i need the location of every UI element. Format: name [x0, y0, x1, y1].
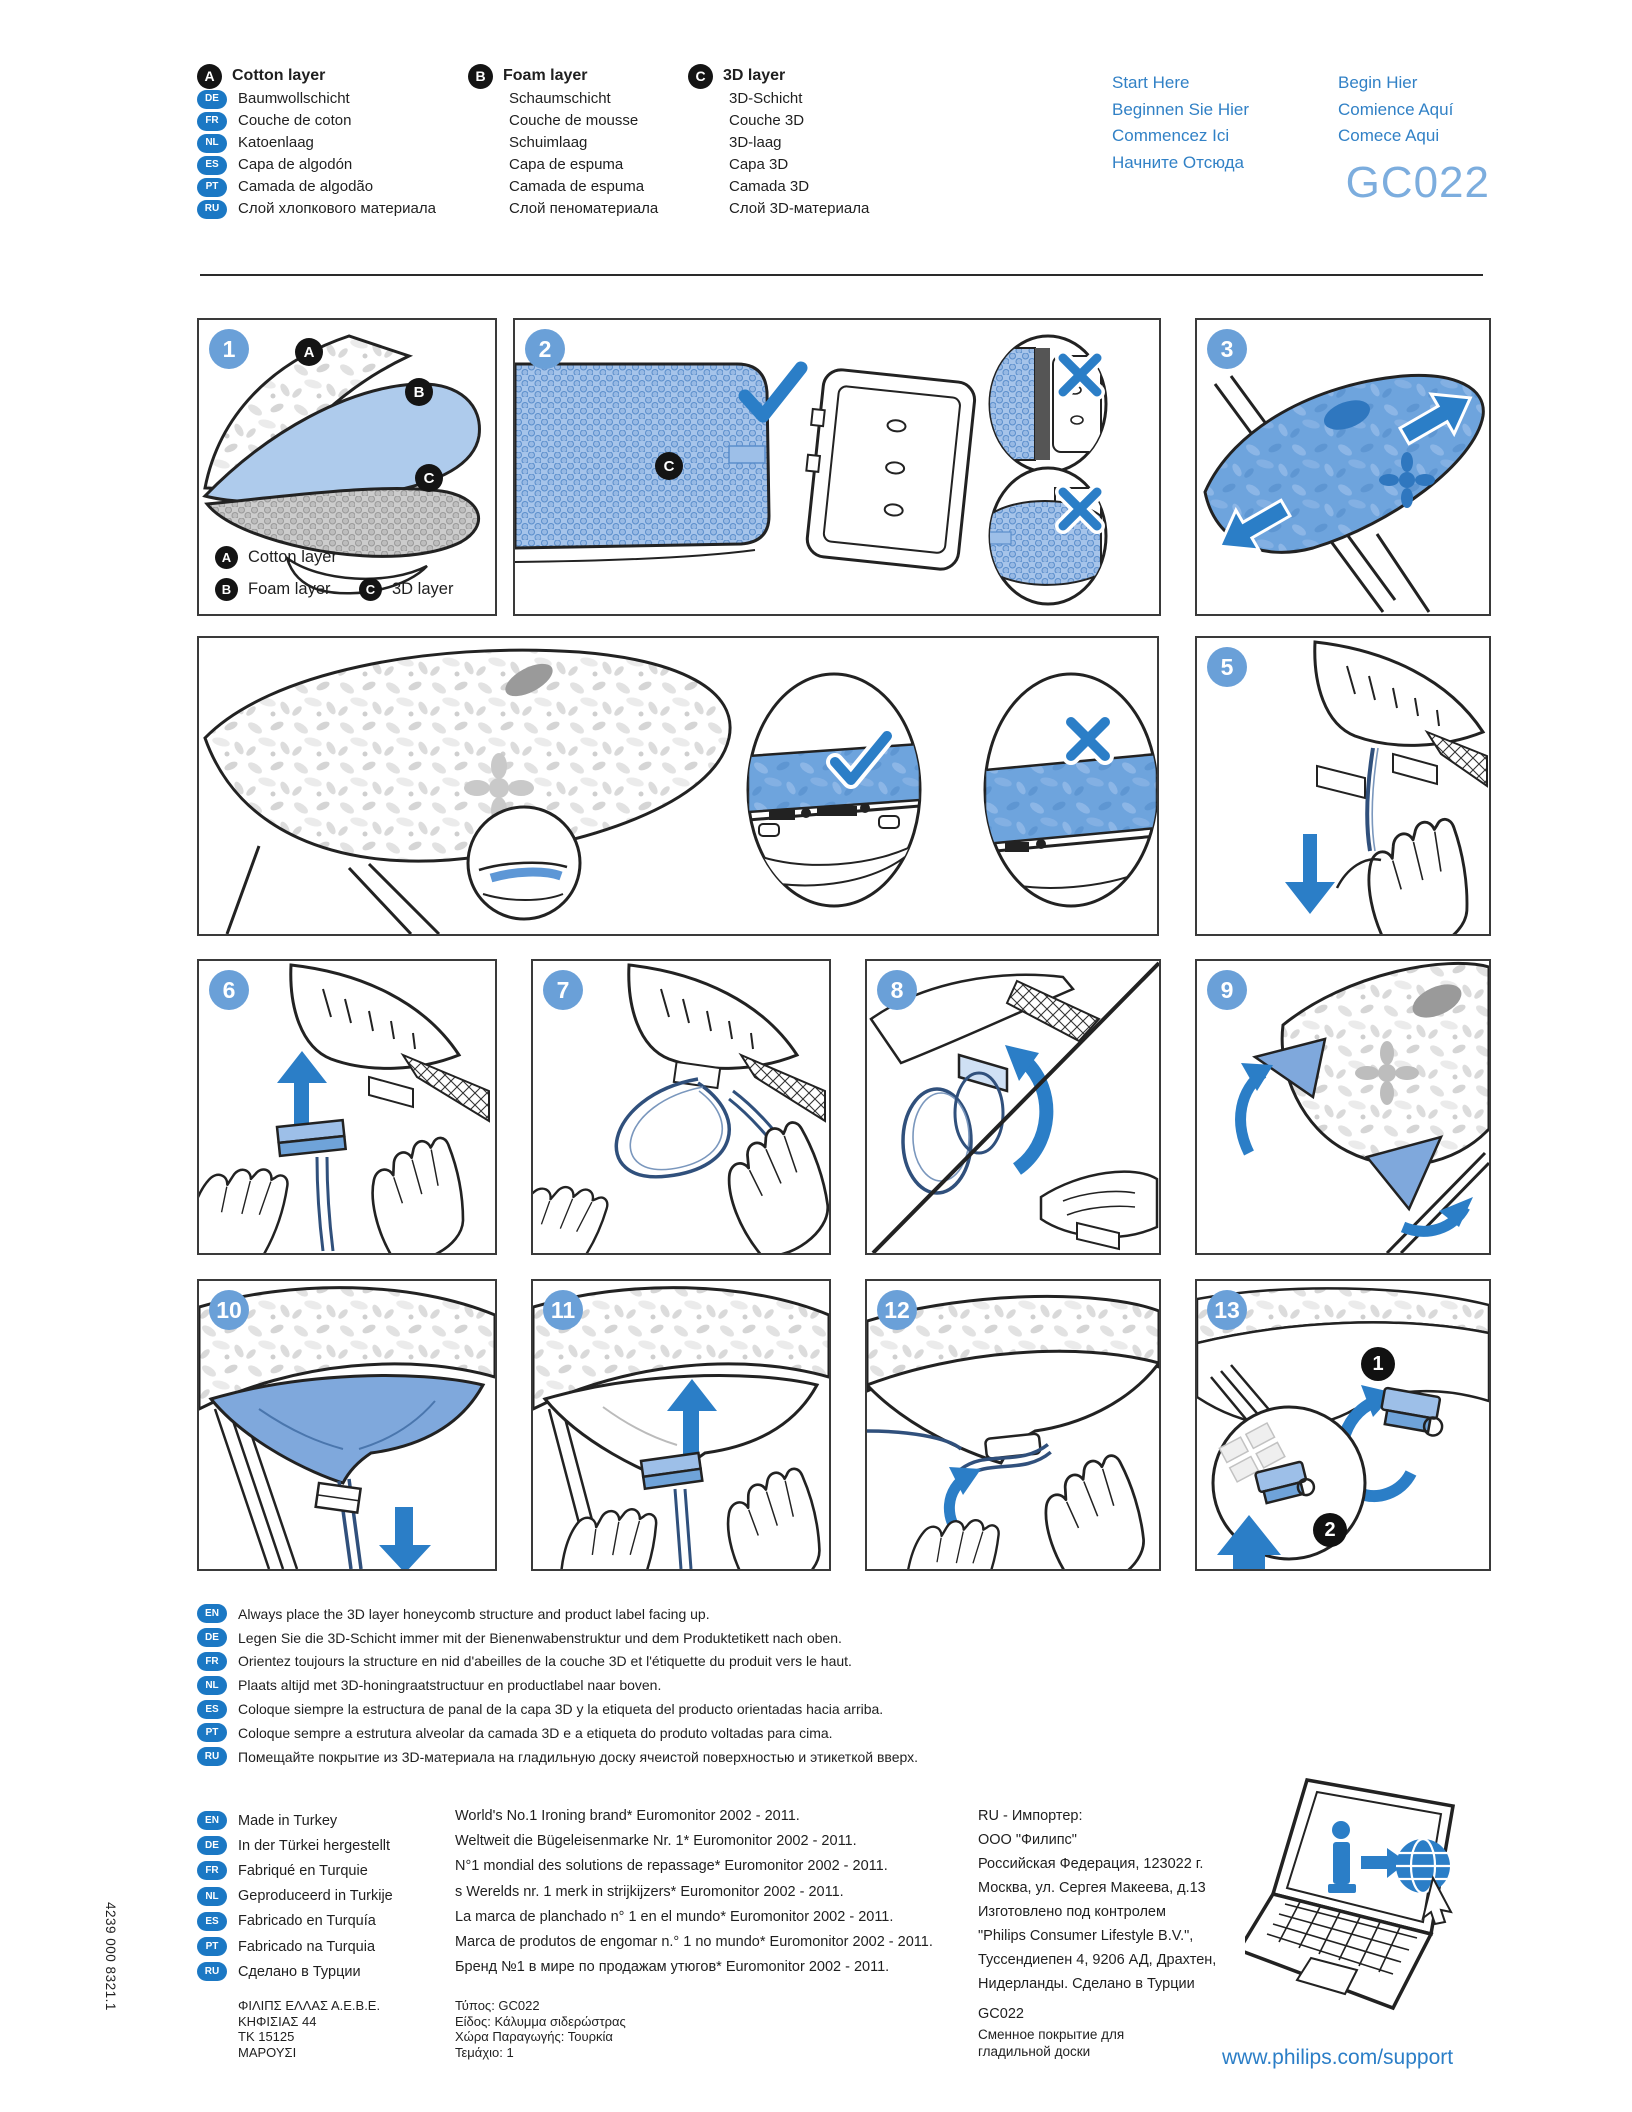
brand-claims-block: [455, 1808, 933, 1984]
substep-2-badge: 2: [1313, 1513, 1347, 1547]
legend-row: [197, 110, 436, 132]
step-number-badge: 12: [877, 1290, 917, 1330]
step-panel-3: [1195, 318, 1491, 616]
step-number-badge: 8: [877, 970, 917, 1010]
lang-de-icon: DE: [197, 90, 227, 109]
note-text: Помещайте покрытие из 3D-материала на гладильную доску ячеистой поверхностью и этикеткой вверх.: [238, 1748, 918, 1765]
illustration-step-8-tuck-cord: [867, 961, 1159, 1253]
note-text: Coloque siempre la estructura de panal de la capa 3D y la etiqueta del producto orientadas hacia arriba.: [238, 1701, 884, 1718]
step-panel-10: [197, 1279, 497, 1571]
legend-row: [688, 132, 869, 154]
made-in-text: Geproduceerd in Turkije: [238, 1888, 393, 1905]
layer-c-icon: C: [688, 64, 713, 89]
layer-a-icon: A: [215, 546, 238, 569]
importer-line: Москва, ул. Сергея Макеева, д.13: [978, 1880, 1206, 1896]
brand-claim-line: N°1 mondial des solutions de repassage* Euromonitor 2002 - 2011.: [455, 1858, 888, 1875]
made-in-text: In der Türkei hergestellt: [238, 1837, 391, 1854]
lang-es-icon: ES: [197, 1912, 227, 1931]
lang-ru-icon: RU: [197, 200, 227, 219]
note-row-fr: [197, 1650, 918, 1674]
start-here-column-2: [1338, 70, 1453, 150]
step-number-badge: 2: [525, 329, 565, 369]
step-number-badge: 1: [209, 329, 249, 369]
greek-address-line: ΚΗΦΙΣΙΑΣ 44: [238, 2013, 317, 2029]
brand-claim-line: Бренд №1 в мире по продажам утюгов* Euromonitor 2002 - 2011.: [455, 1959, 890, 1976]
product-description-line: Сменное покрытие для: [978, 2027, 1125, 2042]
made-in-row: [197, 1934, 393, 1959]
illustration-step-10-pull-down: [199, 1281, 495, 1569]
illustration-step-3-stretch: [1197, 320, 1489, 614]
legend-row: [468, 176, 658, 198]
start-here-line: Comece Aqui: [1338, 126, 1440, 145]
greek-address-line: ΦΙΛΙΠΣ ΕΛΛΑΣ Α.Ε.Β.Ε.: [238, 1998, 381, 2013]
note-row-ru: [197, 1745, 918, 1769]
model-number: GC022: [1345, 158, 1490, 207]
legend-title-row: [468, 64, 658, 88]
made-in-text: Fabriqué en Turquie: [238, 1862, 368, 1879]
step-panel-6: [197, 959, 497, 1255]
step-panel-13: [1195, 1279, 1491, 1571]
start-here-line: Beginnen Sie Hier: [1112, 99, 1250, 119]
legend-row: [197, 88, 436, 110]
legend-title-text: Cotton layer: [232, 67, 326, 84]
legend-row: [688, 154, 869, 176]
lang-en-icon: EN: [197, 1604, 227, 1623]
legend-column-cotton: [197, 64, 436, 220]
layer-c-icon: C: [655, 452, 683, 480]
illustration-step-11-lift-toggle: [533, 1281, 829, 1569]
made-in-row: [197, 1884, 393, 1909]
step-panel-7: [531, 959, 831, 1255]
legend-row: [468, 132, 658, 154]
step-panel-12: [865, 1279, 1161, 1571]
legend-text: Слой пеноматериала: [509, 200, 659, 217]
legend-row: [197, 132, 436, 154]
model-number: GC022: [978, 2006, 1024, 2022]
legend-text: Capa 3D: [729, 156, 789, 173]
legend-text: Couche 3D: [729, 112, 805, 129]
legend-text: Capa de espuma: [509, 156, 624, 173]
importer-line: Туссендиепен 4, 9206 АД, Драхтен,: [978, 1952, 1217, 1968]
lang-en-icon: EN: [197, 1811, 227, 1830]
greek-address-line: ΜΑΡΟΥΣΙ: [238, 2044, 297, 2060]
legend-text: Schaumschicht: [509, 90, 611, 107]
lang-fr-icon: FR: [197, 1652, 227, 1671]
layer-a-icon: A: [295, 338, 323, 366]
layer-b-icon: B: [468, 64, 493, 89]
step-number-badge: 6: [209, 970, 249, 1010]
made-in-row: [197, 1833, 393, 1858]
legend-text: Camada de espuma: [509, 178, 645, 195]
layer-b-icon: B: [405, 378, 433, 406]
made-in-row: [197, 1858, 393, 1883]
legend-text: Couche de coton: [238, 112, 352, 129]
made-in-row: [197, 1959, 393, 1984]
lang-fr-icon: FR: [197, 1861, 227, 1880]
legend-text: Camada 3D: [729, 178, 810, 195]
note-text: Legen Sie die 3D-Schicht immer mit der Bienenwabenstruktur und dem Produktetikett nach oben.: [238, 1629, 842, 1646]
illustration-step-2-orientation: [515, 320, 1159, 614]
legend-row: [468, 88, 658, 110]
lang-ru-icon: RU: [197, 1962, 227, 1981]
made-in-row: [197, 1808, 393, 1833]
note-row-de: [197, 1626, 918, 1650]
importer-line: ООО "Филипс": [978, 1832, 1077, 1848]
product-bottom-block: [978, 2006, 1124, 2060]
illustration-step-7-tie-loop: [533, 961, 829, 1253]
greek-address-line: ΤΚ 15125: [238, 2029, 295, 2044]
illustration-step-9-corner-flaps: [1197, 961, 1489, 1253]
brand-claim-line: World's No.1 Ironing brand* Euromonitor 2002 - 2011.: [455, 1808, 800, 1824]
caption-text: Foam layer: [248, 580, 331, 598]
greek-product-block: [455, 1998, 626, 2060]
importer-line: RU - Импортер:: [978, 1808, 1083, 1824]
lang-es-icon: ES: [197, 156, 227, 175]
note-row-es: [197, 1697, 918, 1721]
legend-row: [468, 154, 658, 176]
legend-text: 3D-laag: [729, 134, 782, 151]
layer-c-icon: C: [359, 578, 382, 601]
legend-row: [688, 88, 869, 110]
note-text: Always place the 3D layer honeycomb structure and product label facing up.: [238, 1605, 710, 1622]
legend-text: Couche de mousse: [509, 112, 639, 129]
start-here-line: Commencez Ici: [1112, 126, 1230, 145]
brand-claim-line: s Werelds nr. 1 merk in strijkijzers* Euromonitor 2002 - 2011.: [455, 1883, 844, 1900]
made-in-text: Made in Turkey: [238, 1812, 338, 1829]
made-in-text: Сделано в Турции: [238, 1963, 361, 1980]
lang-nl-icon: NL: [197, 1887, 227, 1906]
lang-de-icon: DE: [197, 1836, 227, 1855]
caption-foam-layer: [215, 578, 331, 601]
part-number: 4239 000 8321.1: [103, 1902, 118, 2011]
step-number-badge: 7: [543, 970, 583, 1010]
legend-column-3d: [688, 64, 869, 220]
start-here-column-1: [1112, 70, 1249, 176]
greek-product-line: Είδος: Κάλυμμα σιδερώστρας: [455, 2013, 626, 2029]
lang-pt-icon: PT: [197, 178, 227, 197]
legend-title-row: [197, 64, 436, 88]
brand-claim-line: Weltweit die Bügeleisenmarke Nr. 1* Euromonitor 2002 - 2011.: [455, 1833, 857, 1850]
start-here-line: Start Here: [1112, 73, 1190, 92]
made-in-block: [197, 1808, 393, 1984]
greek-address-block: [238, 1998, 380, 2060]
step-panel-2: [513, 318, 1161, 616]
legend-row: [468, 110, 658, 132]
laptop-support-icon: [1245, 1772, 1501, 2028]
legend-row: [688, 110, 869, 132]
illustration-step-5-pull-cord: [1197, 638, 1489, 934]
legend-text: 3D-Schicht: [729, 90, 803, 107]
step-panel-4: [197, 636, 1159, 936]
note-row-en: [197, 1602, 918, 1626]
start-here-line: Comience Aquí: [1338, 99, 1454, 119]
made-in-text: Fabricado na Turquia: [238, 1938, 376, 1955]
greek-product-line: Τεμάχιο: 1: [455, 2044, 514, 2060]
step-panel-1: [197, 318, 497, 616]
greek-product-line: Τύπος: GC022: [455, 1998, 540, 2013]
legend-text: Слой хлопкового материала: [238, 200, 436, 217]
lang-pt-icon: PT: [197, 1937, 227, 1956]
step-number-badge: 10: [209, 1290, 249, 1330]
caption-text: 3D layer: [392, 580, 454, 598]
step-panel-5: [1195, 636, 1491, 936]
legend-row: [197, 198, 436, 220]
start-here-line: Begin Hier: [1338, 73, 1418, 92]
brand-claim-line: La marca de planchado n° 1 en el mundo* Euromonitor 2002 - 2011.: [455, 1908, 894, 1925]
support-website-link: www.philips.com/support: [1222, 2046, 1454, 2069]
lang-fr-icon: FR: [197, 112, 227, 131]
note-text: Orientez toujours la structure en nid d'abeilles de la couche 3D et l'étiquette du produit vers le haut.: [238, 1653, 852, 1670]
illustration-step-4-check-underside: [199, 638, 1157, 934]
step-number-badge: 9: [1207, 970, 1247, 1010]
lang-es-icon: ES: [197, 1700, 227, 1719]
substep-1-badge: 1: [1361, 1347, 1395, 1381]
legend-text: Слой 3D-материала: [729, 200, 870, 217]
legend-text: Camada de algodão: [238, 178, 374, 195]
legend-row: [197, 154, 436, 176]
lang-nl-icon: NL: [197, 1676, 227, 1695]
made-in-row: [197, 1909, 393, 1934]
greek-product-line: Χώρα Παραγωγής: Τουρκία: [455, 2029, 613, 2044]
legend-text: Capa de algodón: [238, 156, 353, 173]
note-text: Coloque sempre a estrutura alveolar da camada 3D e a etiqueta do produto voltadas para cima.: [238, 1724, 833, 1741]
lang-nl-icon: NL: [197, 134, 227, 153]
start-here-line: Начните Отсюда: [1112, 152, 1244, 172]
legend-title-text: 3D layer: [723, 67, 786, 84]
caption-cotton-layer: [215, 546, 337, 569]
importer-block: [978, 1808, 1216, 2000]
note-text: Plaats altijd met 3D-honingraatstructuur en productlabel naar boven.: [238, 1677, 662, 1694]
legend-text: Katoenlaag: [238, 134, 314, 151]
legend-row: [688, 198, 869, 220]
illustration-step-1-layers: [199, 320, 495, 614]
legend-column-foam: [468, 64, 658, 220]
layer-a-icon: A: [197, 64, 222, 89]
legend-text: Baumwollschicht: [238, 90, 350, 107]
legend-row: [197, 176, 436, 198]
legend-row: [468, 198, 658, 220]
step-panel-8: [865, 959, 1161, 1255]
step-panel-9: [1195, 959, 1491, 1255]
lang-de-icon: DE: [197, 1628, 227, 1647]
importer-line: "Philips Consumer Lifestyle B.V.",: [978, 1928, 1194, 1944]
step-number-badge: 11: [543, 1290, 583, 1330]
importer-line: Нидерланды. Сделано в Турции: [978, 1976, 1195, 1992]
step-number-badge: 3: [1207, 329, 1247, 369]
lang-ru-icon: RU: [197, 1747, 227, 1766]
made-in-text: Fabricado en Turquía: [238, 1913, 376, 1930]
legend-row: [688, 176, 869, 198]
layer-b-icon: B: [215, 578, 238, 601]
step-number-badge: 5: [1207, 647, 1247, 687]
importer-line: Изготовлено под контролем: [978, 1904, 1166, 1920]
step-panel-11: [531, 1279, 831, 1571]
note-row-nl: [197, 1673, 918, 1697]
note-row-pt: [197, 1721, 918, 1745]
step-number-badge: 13: [1207, 1290, 1247, 1330]
notes-block: [197, 1602, 918, 1769]
illustration-step-6-hook-toggle: [199, 961, 495, 1253]
lang-pt-icon: PT: [197, 1723, 227, 1742]
brand-claim-line: Marca de produtos de engomar n.° 1 no mundo* Euromonitor 2002 - 2011.: [455, 1933, 933, 1950]
importer-line: Российская Федерация, 123022 г.: [978, 1856, 1204, 1872]
legend-title-row: [688, 64, 869, 88]
caption-3d-layer: [359, 578, 453, 601]
legend-text: Schuimlaag: [509, 134, 588, 151]
legend-title-text: Foam layer: [503, 67, 588, 84]
caption-text: Cotton layer: [248, 548, 337, 566]
layer-c-icon: C: [415, 464, 443, 492]
header-divider: [200, 274, 1483, 276]
product-description-line: гладильной доски: [978, 2044, 1091, 2059]
